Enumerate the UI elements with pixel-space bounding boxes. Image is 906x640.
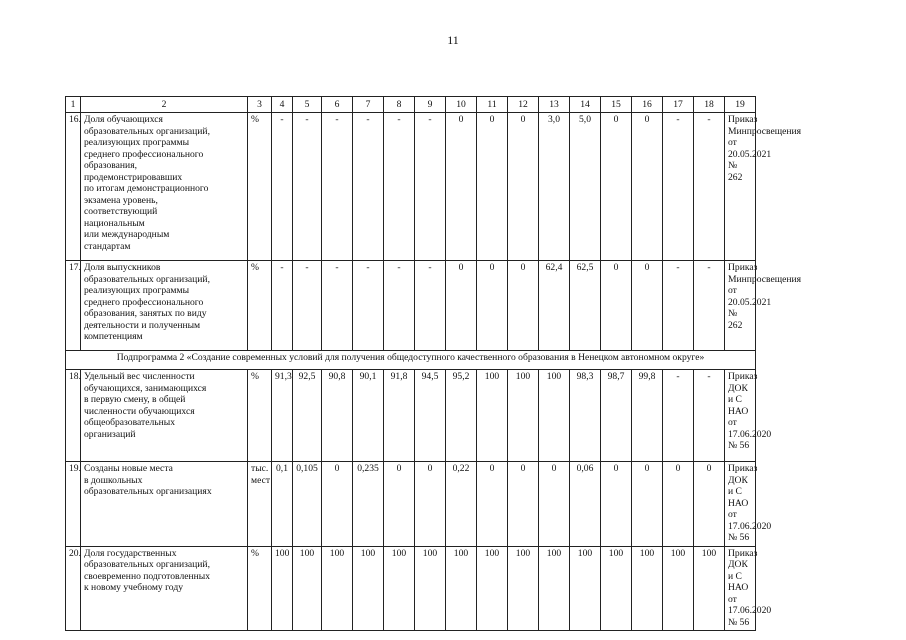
value-cell: 100	[632, 546, 663, 631]
value-cell: 100	[539, 370, 570, 462]
value-cell: 100	[477, 546, 508, 631]
value-cell: 5,0	[570, 113, 601, 261]
value-cell: 90,8	[322, 370, 353, 462]
table-row	[66, 370, 885, 462]
value-cell: 100	[663, 546, 694, 631]
value-cell: 95,2	[446, 370, 477, 462]
value-cell: 0	[694, 462, 725, 547]
value-cell: -	[272, 261, 293, 351]
value-cell: -	[663, 113, 694, 261]
value-cell: -	[694, 113, 725, 261]
value-cell: -	[272, 113, 293, 261]
value-cell: -	[694, 370, 725, 462]
header-cell: 3	[248, 97, 272, 113]
header-cell: 13	[539, 97, 570, 113]
value-cell: 0	[632, 462, 663, 547]
header-cell: 17	[663, 97, 694, 113]
value-cell: -	[663, 370, 694, 462]
table-row	[66, 261, 885, 351]
value-cell: -	[353, 113, 384, 261]
unit-cell: %	[248, 113, 272, 261]
indicator-name: Созданы новые места в дошкольных образовательных организациях	[81, 462, 248, 547]
header-cell: 6	[322, 97, 353, 113]
value-cell: 91,8	[384, 370, 415, 462]
value-cell: 0	[539, 462, 570, 547]
value-cell: 100	[694, 546, 725, 631]
value-cell: 100	[477, 370, 508, 462]
value-cell: 0	[601, 261, 632, 351]
value-cell: 0	[322, 462, 353, 547]
value-cell: 100	[446, 546, 477, 631]
indicator-name: Доля обучающихся образовательных организаций, реализующих программы среднего профессионального образования, продемонстрировавших по итогам демонстрационного экзамена уровень, соответствующий национальным или международным стандартам	[81, 113, 248, 261]
value-cell: 0	[384, 462, 415, 547]
value-cell: 0	[446, 261, 477, 351]
header-cell: 14	[570, 97, 601, 113]
value-cell: 0	[508, 113, 539, 261]
value-cell: 0	[601, 113, 632, 261]
source-document: Приказ ДОК и С НАО от 17.06.2020 № 56	[725, 462, 756, 547]
value-cell: 94,5	[415, 370, 446, 462]
value-cell: 100	[508, 370, 539, 462]
subprogram-row	[66, 351, 885, 370]
value-cell: 0	[415, 462, 446, 547]
header-cell: 2	[81, 97, 248, 113]
value-cell: 0	[663, 462, 694, 547]
header-cell: 4	[272, 97, 293, 113]
row-number: 16.	[66, 113, 81, 261]
value-cell: 0	[477, 261, 508, 351]
value-cell: 100	[539, 546, 570, 631]
value-cell: 99,8	[632, 370, 663, 462]
indicators-table	[65, 96, 885, 631]
value-cell: -	[415, 261, 446, 351]
header-cell: 16	[632, 97, 663, 113]
value-cell: 100	[322, 546, 353, 631]
subprogram-title: Подпрограмма 2 «Создание современных условий для получения общедоступного качественного образования в Ненецком автономном округе»	[66, 351, 756, 370]
value-cell: 0	[632, 113, 663, 261]
row-number: 17.	[66, 261, 81, 351]
header-row	[66, 97, 885, 113]
value-cell: 98,3	[570, 370, 601, 462]
value-cell: 90,1	[353, 370, 384, 462]
value-cell: -	[322, 261, 353, 351]
value-cell: 0	[601, 462, 632, 547]
row-number: 20.	[66, 546, 81, 631]
source-document: Приказ Минпросвещения от 20.05.2021 № 262	[725, 113, 756, 261]
value-cell: 3,0	[539, 113, 570, 261]
unit-cell: %	[248, 546, 272, 631]
value-cell: 0	[508, 462, 539, 547]
value-cell: 0,105	[293, 462, 322, 547]
header-cell: 8	[384, 97, 415, 113]
value-cell: -	[353, 261, 384, 351]
value-cell: 100	[601, 546, 632, 631]
value-cell: 100	[353, 546, 384, 631]
value-cell: -	[415, 113, 446, 261]
value-cell: 0	[477, 462, 508, 547]
value-cell: -	[694, 261, 725, 351]
row-number: 18.	[66, 370, 81, 462]
header-cell: 9	[415, 97, 446, 113]
value-cell: 100	[415, 546, 446, 631]
value-cell: 100	[384, 546, 415, 631]
header-cell: 7	[353, 97, 384, 113]
unit-cell: %	[248, 261, 272, 351]
header-cell: 5	[293, 97, 322, 113]
header-cell: 19	[725, 97, 756, 113]
table-row	[66, 113, 885, 261]
header-cell: 12	[508, 97, 539, 113]
page-number: 11	[447, 33, 459, 47]
value-cell: 0,235	[353, 462, 384, 547]
value-cell: -	[293, 113, 322, 261]
value-cell: 62,5	[570, 261, 601, 351]
value-cell: 0	[508, 261, 539, 351]
header-cell: 15	[601, 97, 632, 113]
value-cell: 62,4	[539, 261, 570, 351]
header-cell: 11	[477, 97, 508, 113]
indicator-name: Доля выпускников образовательных организаций, реализующих программы среднего профессионального образования, занятых по виду деятельности и полученным компетенциям	[81, 261, 248, 351]
value-cell: 0	[632, 261, 663, 351]
value-cell: 0,06	[570, 462, 601, 547]
value-cell: -	[293, 261, 322, 351]
value-cell: 100	[272, 546, 293, 631]
value-cell: 100	[293, 546, 322, 631]
unit-cell: тыс. мест	[248, 462, 272, 547]
value-cell: -	[384, 261, 415, 351]
source-document: Приказ ДОК и С НАО от 17.06.2020 № 56	[725, 370, 756, 462]
value-cell: 92,5	[293, 370, 322, 462]
value-cell: 98,7	[601, 370, 632, 462]
source-document: Приказ ДОК и С НАО от 17.06.2020 № 56	[725, 546, 756, 631]
header-cell: 18	[694, 97, 725, 113]
value-cell: -	[384, 113, 415, 261]
header-cell: 10	[446, 97, 477, 113]
value-cell: 91,3	[272, 370, 293, 462]
value-cell: 0,1	[272, 462, 293, 547]
value-cell: 0,22	[446, 462, 477, 547]
value-cell: 100	[508, 546, 539, 631]
indicator-name: Удельный вес численности обучающихся, занимающихся в первую смену, в общей численности обучающихся общеобразовательных организаций	[81, 370, 248, 462]
value-cell: -	[663, 261, 694, 351]
table-row	[66, 546, 885, 631]
row-number: 19.	[66, 462, 81, 547]
header-cell: 1	[66, 97, 81, 113]
indicator-name: Доля государственных образовательных организаций, своевременно подготовленных к новому учебному году	[81, 546, 248, 631]
unit-cell: %	[248, 370, 272, 462]
table-row	[66, 462, 885, 547]
value-cell: 0	[477, 113, 508, 261]
value-cell: 100	[570, 546, 601, 631]
value-cell: -	[322, 113, 353, 261]
value-cell: 0	[446, 113, 477, 261]
source-document: Приказ Минпросвещения от 20.05.2021 № 262	[725, 261, 756, 351]
